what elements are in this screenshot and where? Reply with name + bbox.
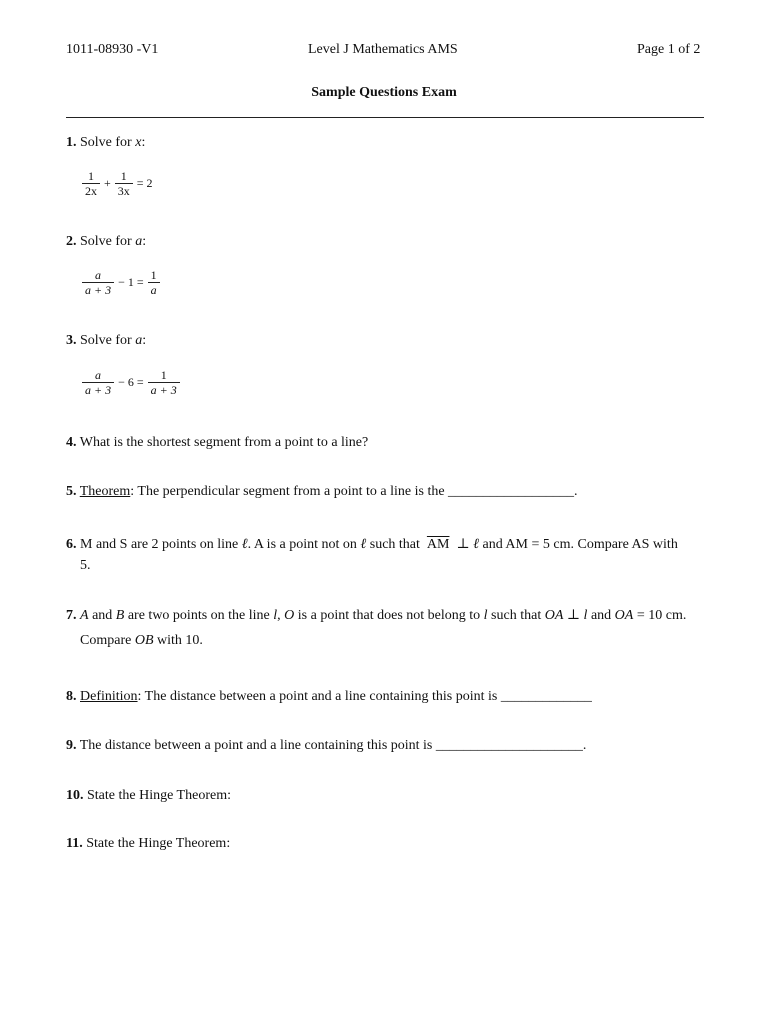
exam-title: Sample Questions Exam [311, 85, 457, 100]
fraction [115, 169, 133, 198]
question-text: and [88, 608, 116, 623]
question-text: The distance between a point and a line containing this point is _____________________. [79, 738, 587, 753]
question-7-continued [80, 631, 203, 651]
denominator: a + 3 [148, 382, 180, 397]
question-8 [66, 687, 592, 707]
line-l: l [273, 608, 278, 623]
question-text: with 10. [153, 633, 203, 648]
denominator: a + 3 [82, 282, 114, 297]
question-text: What is the shortest segment from a point to a line? [79, 435, 369, 450]
equation-3 [80, 368, 182, 397]
colon: : [142, 234, 147, 249]
operator: + [104, 176, 111, 190]
fraction [82, 169, 100, 198]
question-number: 10. [66, 788, 84, 803]
fraction [82, 368, 114, 397]
question-text: Solve for [80, 234, 136, 249]
point-a: A [80, 608, 89, 623]
question-1 [66, 133, 145, 153]
question-6-continued: 5. [80, 558, 91, 573]
numerator: 1 [88, 169, 94, 183]
course-title: Level J Mathematics AMS [308, 42, 458, 57]
question-10 [66, 786, 231, 806]
equation-2 [80, 268, 162, 297]
question-number: 5. [66, 484, 77, 499]
line-l: l [483, 608, 488, 623]
question-number: 9. [66, 738, 77, 753]
variable: a [135, 234, 143, 249]
header-divider [66, 117, 704, 118]
question-text: such that [487, 608, 545, 623]
segment-am: $\overline{AM}$ [426, 537, 450, 552]
segment-ob: OB [134, 633, 154, 648]
denominator: a + 3 [82, 382, 114, 397]
question-4 [66, 433, 368, 453]
question-7 [66, 606, 686, 626]
point-b: B [115, 608, 125, 623]
question-text: such that [366, 537, 424, 552]
question-text: = 10 cm. [633, 608, 687, 623]
variable: a [135, 333, 143, 348]
fraction [148, 368, 180, 397]
question-2 [66, 232, 146, 252]
numerator: 1 [160, 368, 167, 382]
fraction [82, 268, 114, 297]
fraction [148, 268, 160, 297]
question-number: 4. [66, 435, 77, 450]
question-number: 11. [66, 836, 83, 851]
line-l: l [583, 608, 588, 623]
question-6 [66, 535, 678, 555]
question-number: 3. [66, 333, 77, 348]
question-text: are two points on the line [124, 608, 274, 623]
equation-1 [80, 169, 155, 198]
line-symbol: ℓ [473, 537, 479, 552]
question-number: 8. [66, 689, 77, 704]
question-text: State the Hinge Theorem: [82, 836, 231, 851]
question-number: 1. [66, 135, 77, 150]
perpendicular-symbol: ⊥ [456, 537, 470, 552]
numerator: 1 [150, 268, 157, 282]
question-11 [66, 834, 230, 854]
line-symbol: ℓ [360, 537, 367, 552]
document-code: 1011-08930 -V1 [66, 42, 159, 57]
operator: − 1 = [118, 275, 144, 289]
colon: : [141, 135, 146, 150]
question-9 [66, 736, 586, 756]
operator: = 2 [136, 176, 153, 190]
question-text: and [587, 608, 615, 623]
denominator: 3x [115, 183, 133, 198]
page-number: Page 1 of 2 [637, 42, 701, 57]
question-text: Solve for [80, 135, 136, 150]
numerator: a [95, 368, 102, 382]
denominator: a [148, 282, 160, 297]
theorem-label: Theorem [79, 484, 131, 499]
question-text: and AM = 5 cm. Compare AS with [478, 537, 678, 552]
segment-oa: OA [544, 608, 564, 623]
question-text: State the Hinge Theorem: [83, 788, 231, 803]
question-number: 7. [66, 608, 77, 623]
numerator: 1 [120, 169, 127, 183]
variable: x [135, 135, 142, 150]
question-number: 2. [66, 234, 77, 249]
question-text: M and S are 2 points on line [80, 537, 242, 552]
question-text: Solve for [80, 333, 136, 348]
question-text: . A is a point not on [247, 537, 361, 552]
question-text: : The perpendicular segment from a point to a line is the __________________. [130, 484, 578, 499]
segment-oa: OA [614, 608, 634, 623]
question-text: Compare [80, 633, 135, 648]
denominator: 2x [82, 183, 100, 198]
line-symbol: ℓ [241, 537, 248, 552]
question-text: , [277, 608, 285, 623]
perpendicular-symbol: ⊥ [566, 608, 581, 623]
question-3 [66, 331, 146, 351]
definition-label: Definition [80, 689, 138, 704]
colon: : [142, 333, 147, 348]
question-text: : The distance between a point and a line containing this point is _____________ [137, 689, 592, 704]
operator: − 6 = [118, 375, 144, 389]
point-o: O [284, 608, 295, 623]
question-text: is a point that does not belong to [294, 608, 484, 623]
question-number: 6. [66, 537, 77, 552]
numerator: a [95, 268, 102, 282]
question-5 [66, 482, 578, 502]
